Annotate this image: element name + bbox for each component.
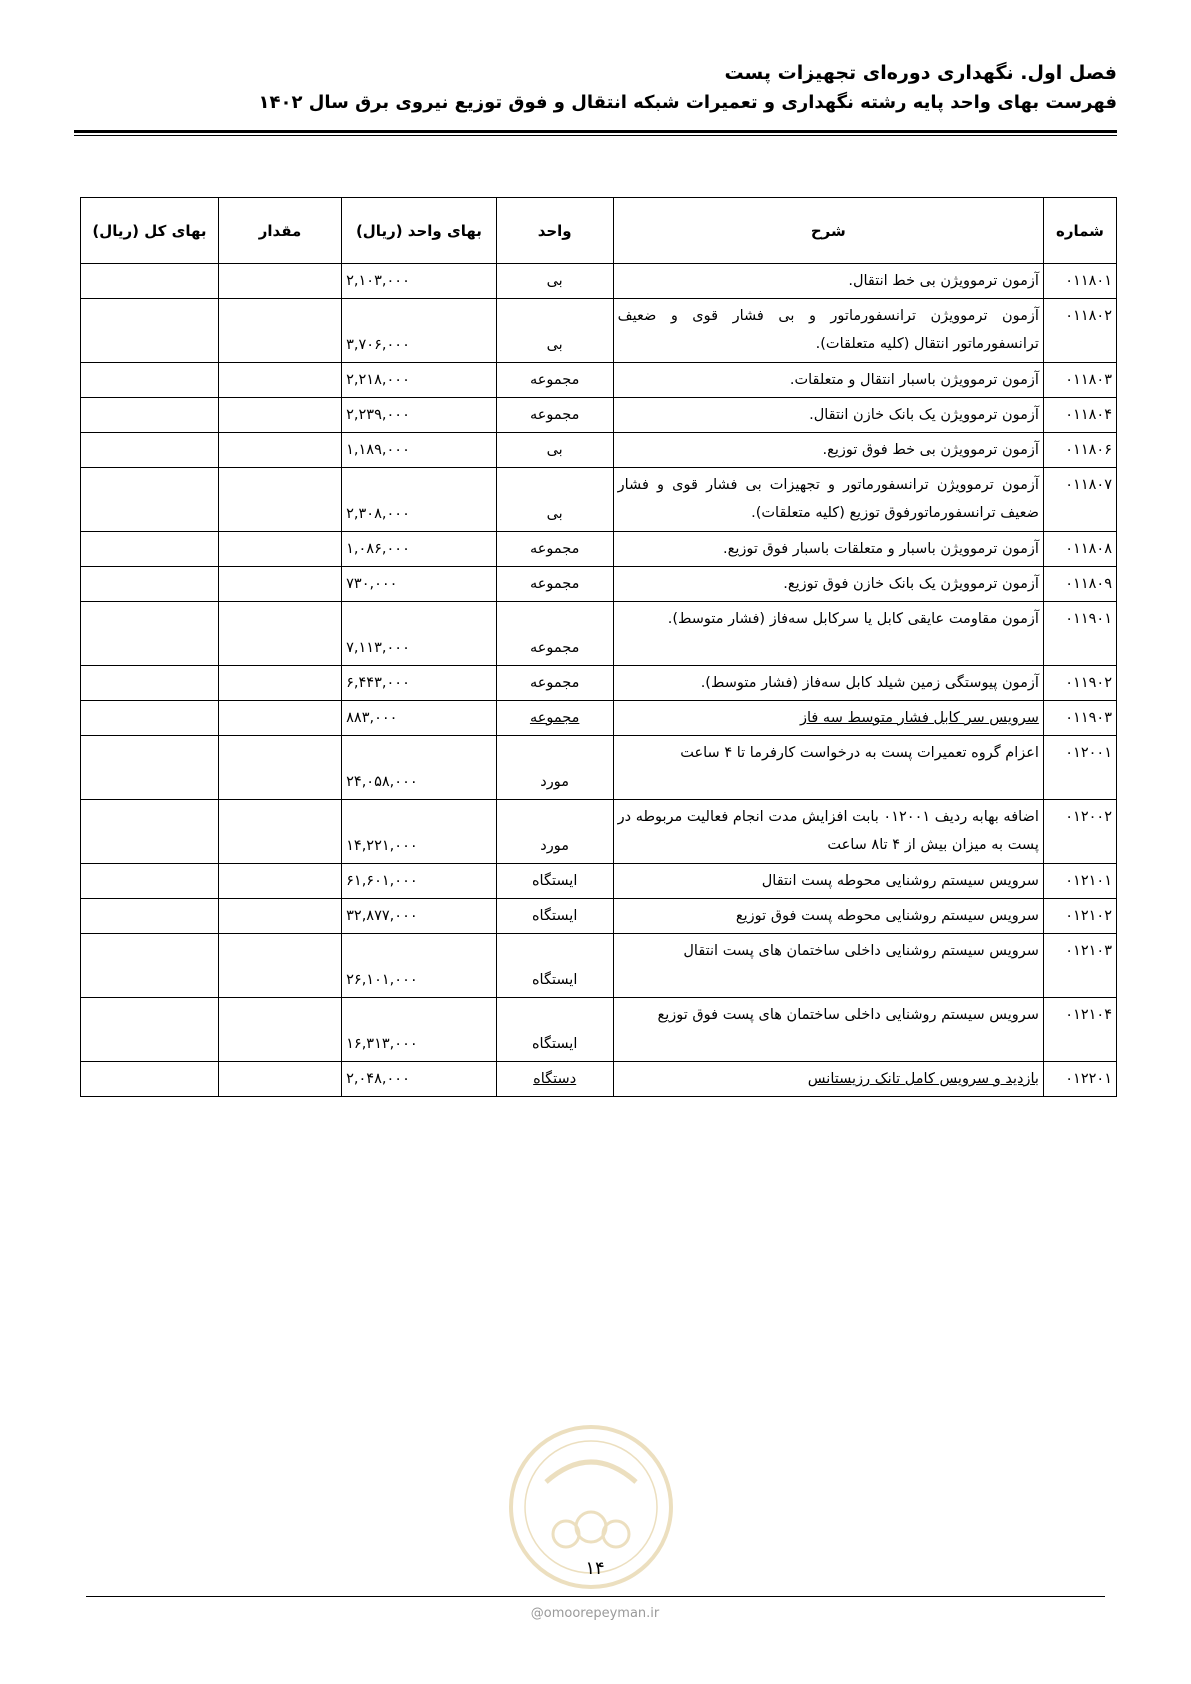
item-total-price (81, 299, 219, 363)
item-number: ۰۱۲۱۰۲ (1043, 899, 1116, 934)
item-number: ۰۱۱۸۰۱ (1043, 264, 1116, 299)
item-total-price (81, 363, 219, 398)
item-unit: مورد (496, 800, 613, 864)
item-quantity (218, 602, 341, 666)
item-unit-price: ۳۲,۸۷۷,۰۰۰ (342, 899, 497, 934)
item-description: آزمون ترموویژن یک بانک خازن فوق توزیع. (613, 567, 1043, 602)
item-unit-price: ۱,۱۸۹,۰۰۰ (342, 433, 497, 468)
item-description: آزمون مقاومت عایقی کابل یا سرکابل سه‌فاز (فشار متوسط). (613, 602, 1043, 666)
item-description: سرویس سر کابل فشار متوسط سه فاز (613, 701, 1043, 736)
item-total-price (81, 567, 219, 602)
item-quantity (218, 532, 341, 567)
item-total-price (81, 800, 219, 864)
item-description: سرویس سیستم روشنایی داخلی ساختمان های پست فوق توزیع (613, 998, 1043, 1062)
item-quantity (218, 864, 341, 899)
item-total-price (81, 934, 219, 998)
item-quantity (218, 468, 341, 532)
item-quantity (218, 934, 341, 998)
item-unit-price: ۲,۲۳۹,۰۰۰ (342, 398, 497, 433)
item-number: ۰۱۱۸۰۹ (1043, 567, 1116, 602)
item-quantity (218, 666, 341, 701)
item-total-price (81, 468, 219, 532)
header-number: شماره (1043, 198, 1116, 264)
table-row (81, 532, 1117, 567)
item-unit-price: ۲,۲۱۸,۰۰۰ (342, 363, 497, 398)
item-description: اضافه بهابه ردیف ۰۱۲۰۰۱ بابت افزایش مدت انجام فعالیت مربوطه در پست به میزان بیش از ۴ تا۸ ساعت (613, 800, 1043, 864)
item-description: بازدید و سرویس کامل تانک رزیستانس (613, 1062, 1043, 1097)
item-unit: ایستگاه (496, 899, 613, 934)
table-row (81, 1062, 1117, 1097)
item-unit: بی (496, 299, 613, 363)
item-unit: مورد (496, 736, 613, 800)
item-quantity (218, 567, 341, 602)
item-unit-price: ۲۴,۰۵۸,۰۰۰ (342, 736, 497, 800)
header-total-price: بهای کل (ریال) (81, 198, 219, 264)
table-row (81, 264, 1117, 299)
item-quantity (218, 899, 341, 934)
table-row (81, 398, 1117, 433)
item-unit: بی (496, 264, 613, 299)
item-unit: دستگاه (496, 1062, 613, 1097)
price-table (80, 197, 1117, 1097)
item-total-price (81, 532, 219, 567)
item-number: ۰۱۲۱۰۱ (1043, 864, 1116, 899)
item-total-price (81, 264, 219, 299)
item-unit: مجموعه (496, 363, 613, 398)
item-description: آزمون ترموویژن ترانسفورماتور و تجهیزات بی فشار قوی و فشار ضعیف ترانسفورماتورفوق توزیع (کلیه متعلقات). (613, 468, 1043, 532)
item-total-price (81, 864, 219, 899)
item-quantity (218, 363, 341, 398)
table-row (81, 800, 1117, 864)
document-title: فهرست بهای واحد پایه رشته نگهداری و تعمیرات شبکه انتقال و فوق توزیع نیروی برق سال ۱۴۰۲ (258, 92, 1117, 113)
item-unit: مجموعه (496, 398, 613, 433)
item-unit-price: ۲,۰۴۸,۰۰۰ (342, 1062, 497, 1097)
item-quantity (218, 433, 341, 468)
table-row (81, 666, 1117, 701)
item-quantity (218, 299, 341, 363)
footer-rule (86, 1596, 1105, 1597)
item-description: آزمون ترموویژن باسبار انتقال و متعلقات. (613, 363, 1043, 398)
item-unit-price: ۳,۷۰۶,۰۰۰ (342, 299, 497, 363)
header-rule-thick (74, 130, 1117, 133)
item-unit: مجموعه (496, 666, 613, 701)
item-number: ۰۱۲۱۰۳ (1043, 934, 1116, 998)
item-number: ۰۱۱۸۰۳ (1043, 363, 1116, 398)
table-row (81, 299, 1117, 363)
item-unit-price: ۱۴,۲۲۱,۰۰۰ (342, 800, 497, 864)
item-total-price (81, 701, 219, 736)
item-unit-price: ۷۳۰,۰۰۰ (342, 567, 497, 602)
item-description: اعزام گروه تعمیرات پست به درخواست کارفرما تا ۴ ساعت (613, 736, 1043, 800)
item-quantity (218, 701, 341, 736)
item-description: آزمون ترموویژن بی خط فوق توزیع. (613, 433, 1043, 468)
item-number: ۰۱۱۸۰۴ (1043, 398, 1116, 433)
item-description: آزمون ترموویژن یک بانک خازن انتقال. (613, 398, 1043, 433)
table-row (81, 899, 1117, 934)
item-quantity (218, 1062, 341, 1097)
item-unit: ایستگاه (496, 934, 613, 998)
item-total-price (81, 398, 219, 433)
item-description: سرویس سیستم روشنایی محوطه پست انتقال (613, 864, 1043, 899)
table-row (81, 468, 1117, 532)
item-unit-price: ۲,۱۰۳,۰۰۰ (342, 264, 497, 299)
item-unit: مجموعه (496, 602, 613, 666)
item-number: ۰۱۲۱۰۴ (1043, 998, 1116, 1062)
item-total-price (81, 1062, 219, 1097)
item-number: ۰۱۱۸۰۸ (1043, 532, 1116, 567)
item-unit-price: ۶۱,۶۰۱,۰۰۰ (342, 864, 497, 899)
item-number: ۰۱۲۰۰۲ (1043, 800, 1116, 864)
item-unit-price: ۲,۳۰۸,۰۰۰ (342, 468, 497, 532)
header-unit-price: بهای واحد (ریال) (342, 198, 497, 264)
page-header (74, 58, 1117, 118)
item-unit: مجموعه (496, 567, 613, 602)
item-unit-price: ۷,۱۱۳,۰۰۰ (342, 602, 497, 666)
item-unit-price: ۶,۴۴۳,۰۰۰ (342, 666, 497, 701)
item-total-price (81, 433, 219, 468)
table-row (81, 602, 1117, 666)
chapter-title: فصل اول. نگهداری دوره‌ای تجهیزات پست (724, 62, 1117, 84)
item-unit-price: ۸۸۳,۰۰۰ (342, 701, 497, 736)
table-row (81, 701, 1117, 736)
item-unit-price: ۱,۰۸۶,۰۰۰ (342, 532, 497, 567)
item-total-price (81, 666, 219, 701)
table-body (81, 264, 1117, 1097)
table-row (81, 433, 1117, 468)
site-watermark: @omoorepeyman.ir (530, 1606, 660, 1621)
header-description: شرح (613, 198, 1043, 264)
item-description: سرویس سیستم روشنایی داخلی ساختمان های پست انتقال (613, 934, 1043, 998)
item-total-price (81, 602, 219, 666)
page-number: ۱۴ (585, 1558, 605, 1579)
item-description: سرویس سیستم روشنایی محوطه پست فوق توزیع (613, 899, 1043, 934)
item-description: آزمون پیوستگی زمین شیلد کابل سه‌فاز (فشار متوسط). (613, 666, 1043, 701)
item-number: ۰۱۱۹۰۲ (1043, 666, 1116, 701)
table-header-row (81, 198, 1117, 264)
item-description: آزمون ترموویژن بی خط انتقال. (613, 264, 1043, 299)
item-total-price (81, 998, 219, 1062)
item-unit: بی (496, 433, 613, 468)
table-row (81, 934, 1117, 998)
table-row (81, 864, 1117, 899)
item-number: ۰۱۱۹۰۱ (1043, 602, 1116, 666)
table-row (81, 363, 1117, 398)
item-quantity (218, 264, 341, 299)
header-unit: واحد (496, 198, 613, 264)
item-number: ۰۱۱۸۰۶ (1043, 433, 1116, 468)
item-total-price (81, 899, 219, 934)
item-description: آزمون ترموویژن ترانسفورماتور و بی فشار قوی و ضعیف ترانسفورماتور انتقال (کلیه متعلقات). (613, 299, 1043, 363)
item-number: ۰۱۲۰۰۱ (1043, 736, 1116, 800)
header-quantity: مقدار (218, 198, 341, 264)
item-unit-price: ۲۶,۱۰۱,۰۰۰ (342, 934, 497, 998)
item-number: ۰۱۱۹۰۳ (1043, 701, 1116, 736)
item-description: آزمون ترموویژن باسبار و متعلقات باسبار فوق توزیع. (613, 532, 1043, 567)
table-row (81, 567, 1117, 602)
item-quantity (218, 736, 341, 800)
header-rule-thin (74, 135, 1117, 136)
item-number: ۰۱۱۸۰۷ (1043, 468, 1116, 532)
item-unit-price: ۱۶,۳۱۳,۰۰۰ (342, 998, 497, 1062)
item-quantity (218, 998, 341, 1062)
item-total-price (81, 736, 219, 800)
item-quantity (218, 398, 341, 433)
item-quantity (218, 800, 341, 864)
item-unit: مجموعه (496, 701, 613, 736)
item-number: ۰۱۲۲۰۱ (1043, 1062, 1116, 1097)
table-row (81, 736, 1117, 800)
item-number: ۰۱۱۸۰۲ (1043, 299, 1116, 363)
item-unit: ایستگاه (496, 864, 613, 899)
item-unit: مجموعه (496, 532, 613, 567)
item-unit: ایستگاه (496, 998, 613, 1062)
item-unit: بی (496, 468, 613, 532)
table-row (81, 998, 1117, 1062)
